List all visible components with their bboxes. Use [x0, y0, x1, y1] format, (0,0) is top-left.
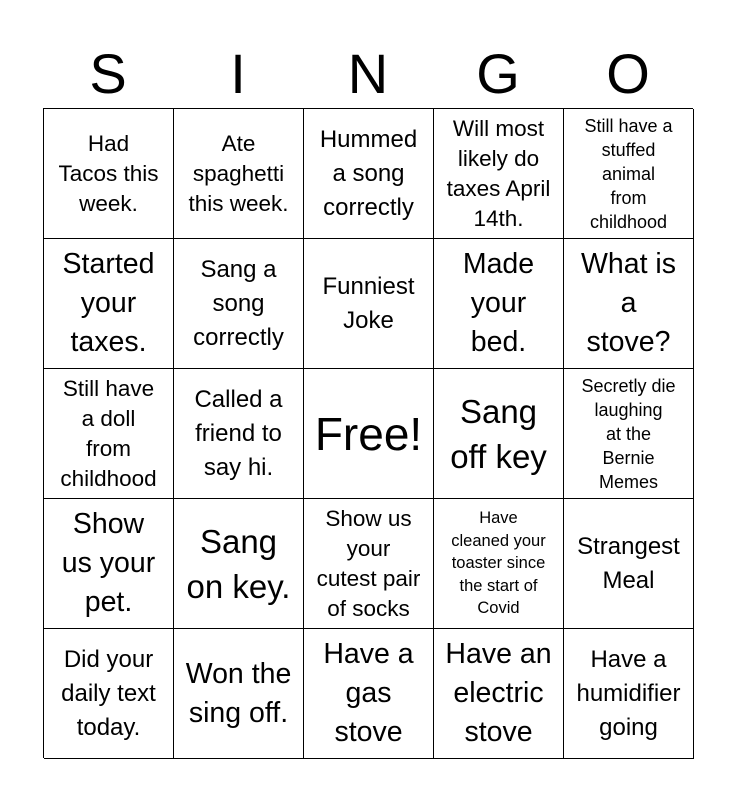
- cell-text: What is a stove?: [580, 248, 677, 358]
- bingo-cell-r3c5[interactable]: [564, 369, 694, 499]
- bingo-board: [43, 108, 693, 758]
- bingo-cell-r5c5[interactable]: [564, 629, 694, 759]
- cell-text: Made your bed.: [462, 248, 535, 358]
- header-letter-n: N: [347, 42, 389, 105]
- bingo-cell-r1c2[interactable]: [174, 109, 304, 239]
- cell-text: Won the sing off.: [185, 657, 292, 729]
- cell-text: Still have a stuffed animal from childhood: [584, 115, 673, 232]
- cell-text: Will most likely do taxes April 14th.: [446, 115, 551, 231]
- cell-text: Show us your cutest pair of socks: [316, 505, 421, 621]
- bingo-cell-r4c2[interactable]: [174, 499, 304, 629]
- cell-text: Have an electric stove: [445, 638, 552, 748]
- bingo-cell-r2c1[interactable]: [44, 239, 174, 369]
- bingo-cell-r5c4[interactable]: [434, 629, 564, 759]
- cell-text: Secretly die laughing at the Bernie Memes: [581, 375, 676, 492]
- cell-text: Sang a song correctly: [193, 255, 284, 351]
- free-space-text: Free!: [314, 407, 423, 460]
- cell-text: Started your taxes.: [62, 248, 155, 358]
- cell-text: Sang on key.: [186, 522, 291, 605]
- bingo-cell-r1c3[interactable]: [304, 109, 434, 239]
- bingo-cell-r1c1[interactable]: [44, 109, 174, 239]
- cell-text: Hummed a song correctly: [319, 125, 418, 221]
- bingo-cell-r3c2[interactable]: [174, 369, 304, 499]
- cell-text: Had Tacos this week.: [58, 130, 159, 216]
- header-letter-o: O: [606, 42, 650, 105]
- bingo-cell-r1c5[interactable]: [564, 109, 694, 239]
- bingo-cell-r2c3[interactable]: [304, 239, 434, 369]
- cell-text: Strangest Meal: [577, 532, 680, 594]
- cell-text: Have a gas stove: [323, 638, 414, 748]
- bingo-cell-r2c5[interactable]: [564, 239, 694, 369]
- cell-text: Sang off key: [450, 392, 547, 475]
- bingo-cell-r3c1[interactable]: [44, 369, 174, 499]
- cell-text: Have cleaned your toaster since the start of Covid: [451, 509, 546, 618]
- bingo-cell-r4c4[interactable]: [434, 499, 564, 629]
- bingo-cell-r4c5[interactable]: [564, 499, 694, 629]
- bingo-cell-free[interactable]: [304, 369, 434, 499]
- cell-text: Ate spaghetti this week.: [188, 130, 289, 216]
- bingo-cell-r1c4[interactable]: [434, 109, 564, 239]
- header-letter-s: S: [89, 42, 127, 105]
- cell-text: Show us your pet.: [61, 508, 156, 618]
- header-letter-i: I: [230, 42, 246, 105]
- bingo-header: [43, 40, 693, 108]
- bingo-cell-r5c2[interactable]: [174, 629, 304, 759]
- cell-text: Called a friend to say hi.: [194, 385, 283, 481]
- bingo-cell-r5c3[interactable]: [304, 629, 434, 759]
- cell-text: Still have a doll from childhood: [60, 375, 157, 491]
- cell-text: Funniest Joke: [322, 272, 415, 334]
- bingo-cell-r2c2[interactable]: [174, 239, 304, 369]
- bingo-cell-r2c4[interactable]: [434, 239, 564, 369]
- bingo-cell-r3c4[interactable]: [434, 369, 564, 499]
- cell-text: Have a humidifier going: [576, 645, 681, 741]
- bingo-cell-r4c3[interactable]: [304, 499, 434, 629]
- header-letter-g: G: [476, 42, 520, 105]
- bingo-cell-r4c1[interactable]: [44, 499, 174, 629]
- cell-text: Did your daily text today.: [61, 645, 156, 741]
- bingo-cell-r5c1[interactable]: [44, 629, 174, 759]
